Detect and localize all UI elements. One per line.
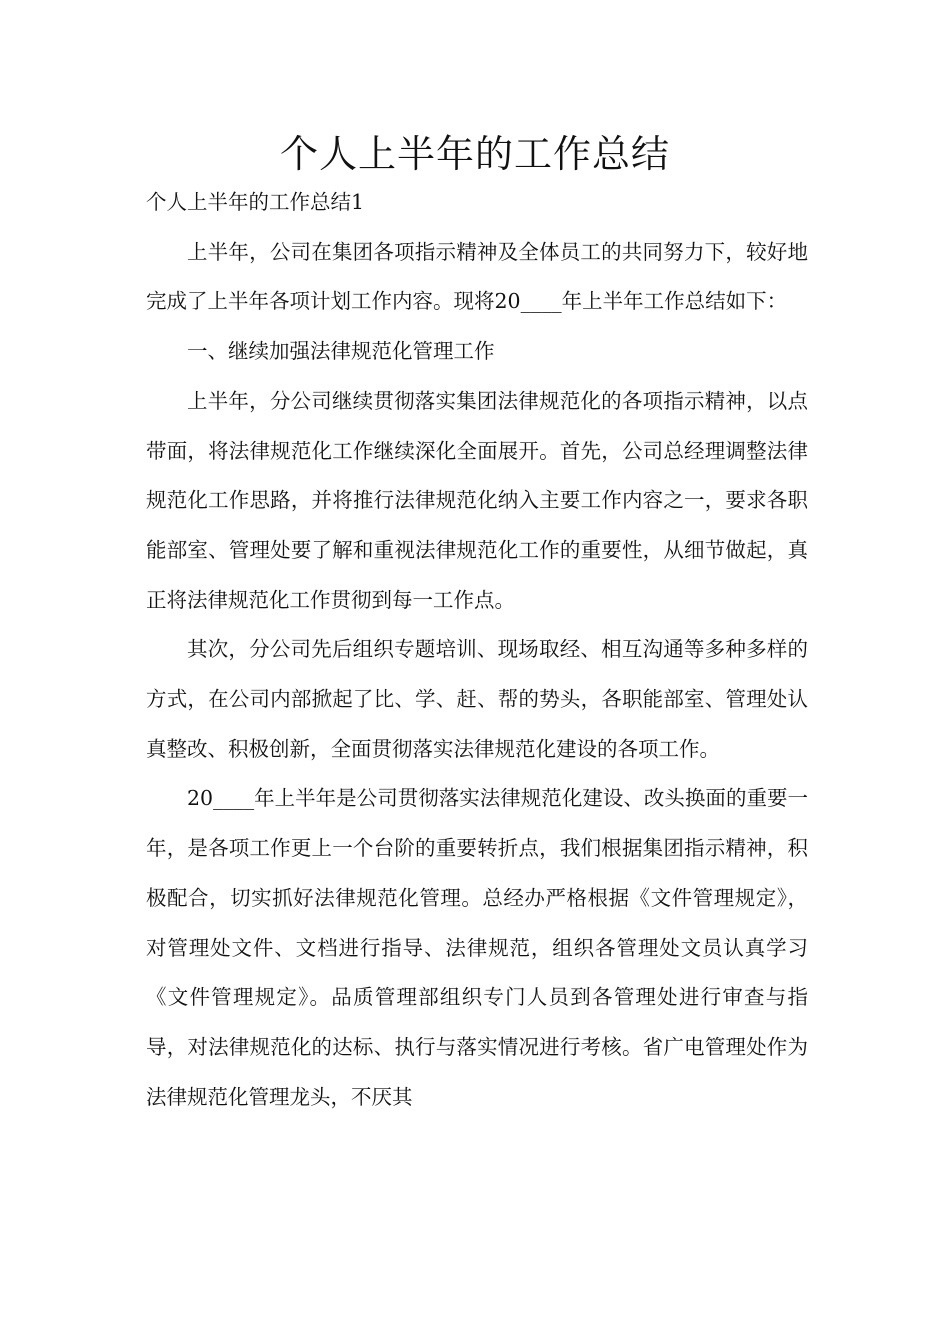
paragraph-section-1-third: 20____年上半年是公司贯彻落实法律规范化建设、改头换面的重要一年，是各项工作更上一个台阶的重要转折点，我们根据集团指示精神，积极配合，切实抓好法律规范化管理。总经办严格根据《文件管理规定》，对管理处文件、文档进行指导、法律规范，组织各管理处文员认真学习《文件管理规定》。品质管理部组织专门人员到各管理处进行审查与指导，对法律规范化的达标、执行与落实情况进行考核。省广电管理处作为法律规范化管理龙头，不厌其	[146, 786, 808, 1109]
paragraph-section-1-first: 上半年，分公司继续贯彻落实集团法律规范化的各项指示精神，以点带面，将法律规范化工作继续深化全面展开。首先，公司总经理调整法律规范化工作思路，并将推行法律规范化纳入主要工作内容之一，要求各职能部室、管理处要了解和重视法律规范化工作的重要性，从细节做起，真正将法律规范化工作贯彻到每一工作点。	[146, 388, 808, 612]
document-title: 个人上半年的工作总结	[279, 132, 670, 176]
paragraph-section-1-second: 其次，分公司先后组织专题培训、现场取经、相互沟通等多种多样的方式，在公司内部掀起了比、学、赶、帮的势头，各职能部室、管理处认真整改、积极创新，全面贯彻落实法律规范化建设的各项工作。	[146, 637, 808, 761]
section-heading-1: 一、继续加强法律规范化管理工作	[187, 339, 495, 364]
document-subtitle: 个人上半年的工作总结1	[146, 190, 365, 214]
paragraph-intro: 上半年，公司在集团各项指示精神及全体员工的共同努力下，较好地完成了上半年各项计划工作内容。现将20____年上半年工作总结如下：	[146, 239, 808, 314]
document-body	[146, 178, 808, 1122]
